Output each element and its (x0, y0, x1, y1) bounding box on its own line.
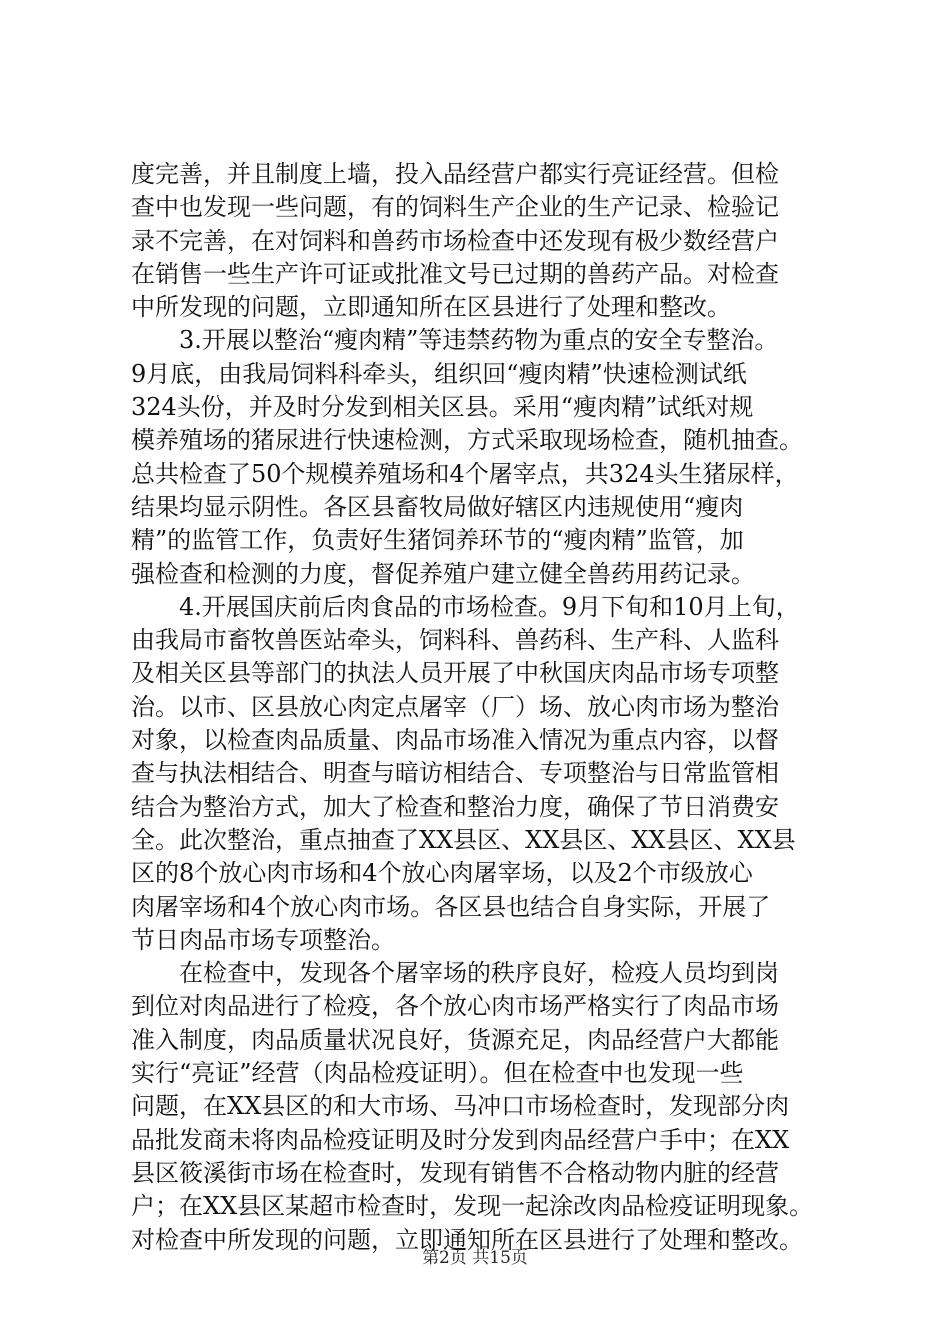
text-line: 324头份，并及时分发到相关区县。采用“瘦肉精”试纸对规 (131, 393, 754, 422)
text-line: 治。以市、区县放心肉定点屠宰（厂）场、放心肉市场为整治 (131, 692, 779, 721)
text-line: 精”的监管工作，负责好生猪饲养环节的“瘦肉精”监管，加 (131, 526, 744, 555)
text-line: 强检查和检测的力度，督促养殖户建立健全兽药用药记录。 (131, 559, 755, 588)
text-line: 实行“亮证”经营（肉品检疫证明）。但在检查中也发现一些 (131, 1059, 744, 1088)
text-line: 9月底，由我局饲料科牵头，组织回“瘦肉精”快速检测试纸 (131, 359, 747, 388)
text-line: 对检查中所发现的问题，立即通知所在区县进行了处理和整改。 (131, 1225, 803, 1254)
text-line: 对象，以检查肉品质量、肉品市场准入情况为重点内容，以督 (131, 726, 779, 755)
text-line: 总共检查了50个规模养殖场和4个屠宰点，共324头生猪尿样， (131, 459, 799, 488)
text-line: 县区筱溪街市场在检查时，发现有销售不合格动物内脏的经营 (131, 1158, 779, 1187)
text-line: 由我局市畜牧兽医站牵头，饲料科、兽药科、生产科、人监科 (131, 626, 779, 655)
text-line: 肉屠宰场和4个放心肉市场。各区县也结合自身实际，开展了 (131, 892, 771, 921)
text-line: 节日肉品市场专项整治。 (131, 925, 395, 954)
text-line: 到位对肉品进行了检疫，各个放心肉市场严格实行了肉品市场 (131, 992, 779, 1021)
document-body (131, 158, 841, 1257)
text-line: 区的8个放心肉市场和4个放心肉屠宰场，以及2个市级放心 (131, 859, 753, 888)
text-line: 度完善，并且制度上墙，投入品经营户都实行亮证经营。但检 (131, 160, 779, 188)
text-line: 户；在XX县区某超市检查时，发现一起涂改肉品检疫证明现象。 (131, 1192, 814, 1221)
text-line: 在检查中，发现各个屠宰场的秩序良好，检疫人员均到岗 (179, 959, 779, 988)
text-line: 及相关区县等部门的执法人员开展了中秋国庆肉品市场专项整 (131, 659, 779, 688)
text-line: 3.开展以整治“瘦肉精”等违禁药物为重点的安全专整治。 (179, 326, 779, 355)
text-line: 问题，在XX县区的和大市场、马冲口市场检查时，发现部分肉 (131, 1092, 790, 1121)
text-line: 结果均显示阴性。各区县畜牧局做好辖区内违规使用“瘦肉 (131, 492, 744, 521)
text-line: 4.开展国庆前后肉食品的市场检查。9月下旬和10月上旬， (179, 592, 800, 621)
text-line: 录不完善，在对饲料和兽药市场检查中还发现有极少数经营户 (131, 226, 779, 255)
text-line: 全。此次整治，重点抽查了XX县区、XX县区、XX县区、XX县 (131, 825, 796, 854)
text-line: 查中也发现一些问题，有的饲料生产企业的生产记录、检验记 (131, 193, 779, 222)
text-line: 在销售一些生产许可证或批准文号已过期的兽药产品。对检查 (131, 259, 779, 288)
text-line: 结合为整治方式，加大了检查和整治力度，确保了节日消费安 (131, 792, 779, 821)
text-line: 准入制度，肉品质量状况良好，货源充足，肉品经营户大都能 (131, 1025, 779, 1054)
text-line: 查与执法相结合、明查与暗访相结合、专项整治与日常监管相 (131, 759, 779, 788)
page-footer: 第2页 共15页 (422, 1248, 528, 1268)
text-line: 品批发商未将肉品检疫证明及时分发到肉品经营户手中；在XX (131, 1125, 790, 1154)
text-line: 模养殖场的猪尿进行快速检测，方式采取现场检查，随机抽查。 (131, 426, 803, 455)
text-line: 中所发现的问题，立即通知所在区县进行了处理和整改。 (131, 293, 731, 322)
